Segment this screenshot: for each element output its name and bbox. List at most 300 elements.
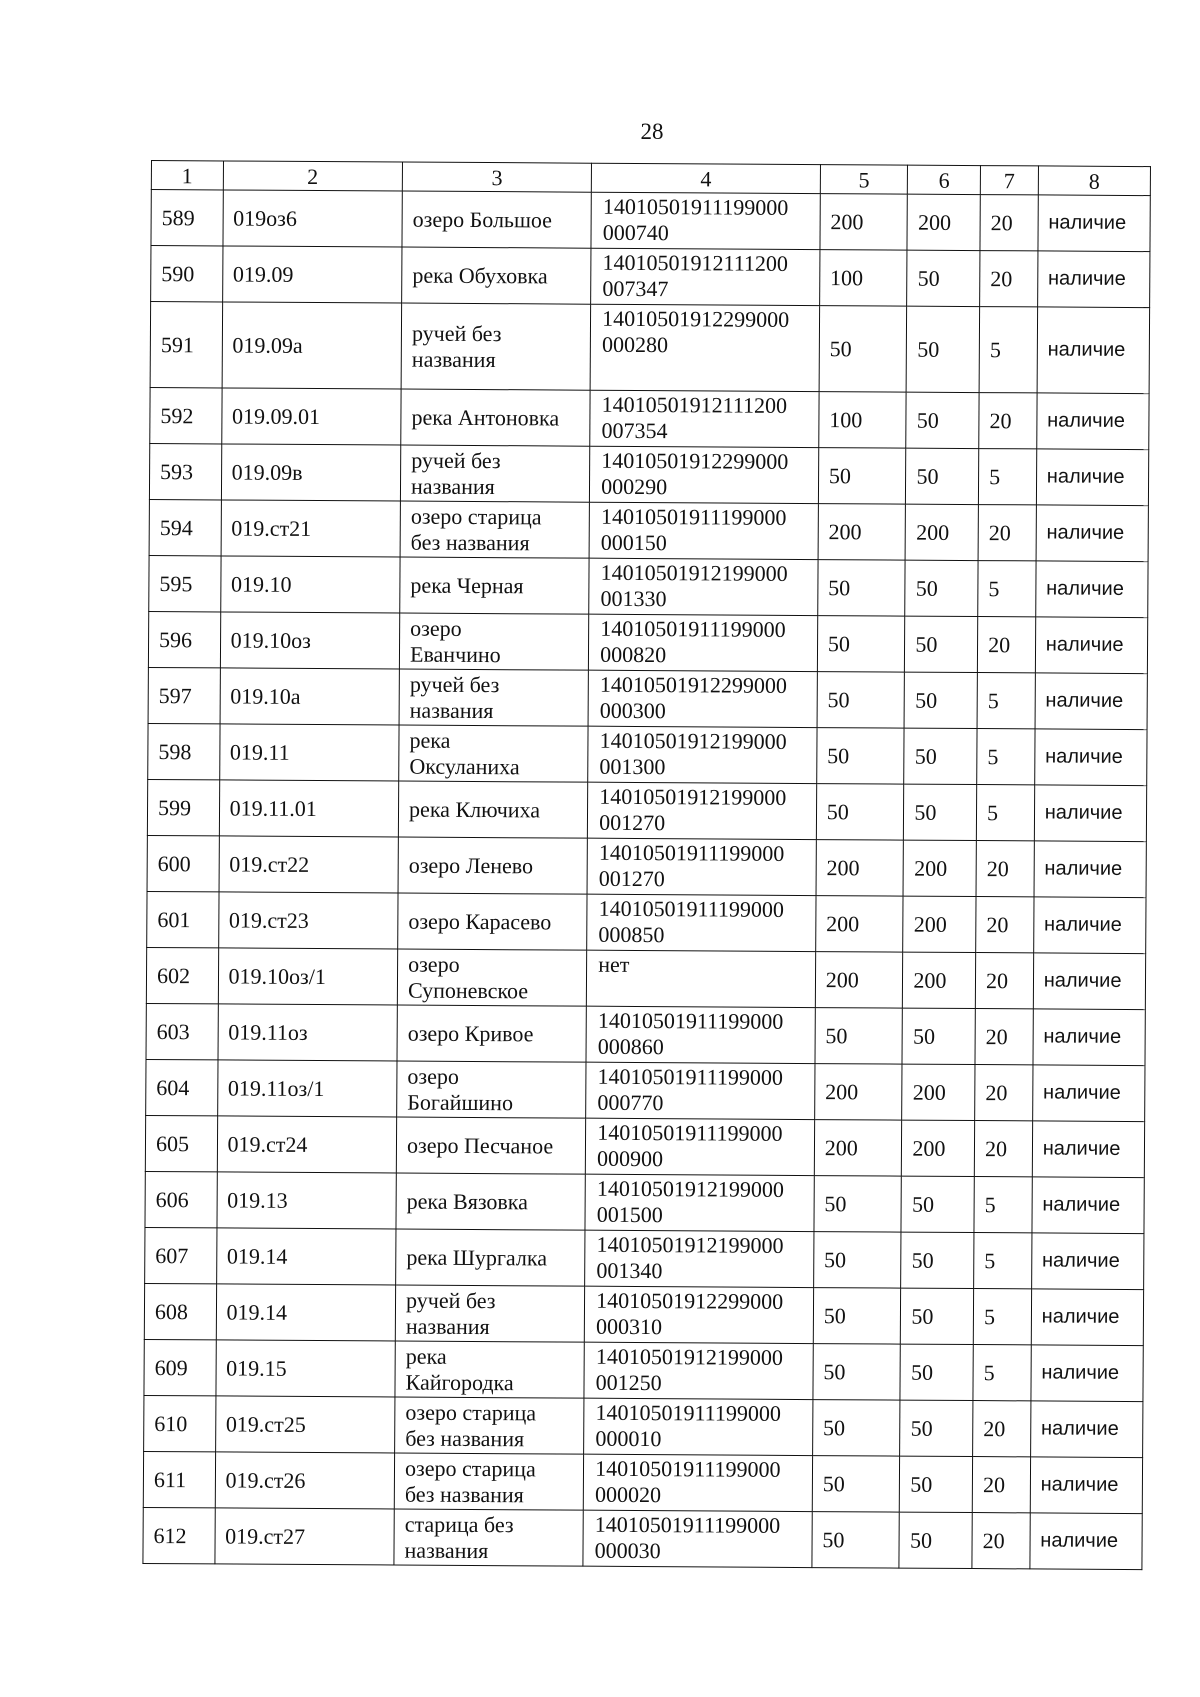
registry-id-line: 14010501912199000 — [599, 727, 787, 754]
water-body-name-line: озеро старица — [405, 1399, 537, 1425]
row-number-cell: 608 — [144, 1283, 216, 1339]
water-body-name-line: река Ключиха — [409, 796, 541, 822]
row-number-cell: 606 — [145, 1171, 217, 1227]
column-7-value-cell: 20 — [980, 251, 1038, 307]
registry-id-line: 000290 — [601, 473, 668, 500]
object-code-cell: 019.10а — [220, 668, 400, 725]
registry-id-line: 14010501911199000 — [598, 895, 785, 922]
water-body-name-line: названия — [405, 1313, 490, 1339]
water-body-name-cell — [395, 1341, 584, 1398]
column-7-value-cell: 5 — [977, 729, 1035, 785]
column-5-value-cell: 50 — [814, 1176, 902, 1233]
column-5-value-cell: 50 — [819, 306, 907, 393]
registry-id-line: 000860 — [597, 1033, 664, 1060]
column-7-value-cell: 20 — [980, 195, 1038, 251]
registry-id-line: 000770 — [597, 1089, 664, 1116]
registry-id-line: 14010501911199000 — [595, 1455, 781, 1482]
water-body-name-line: названия — [411, 473, 495, 499]
table-body — [143, 190, 1150, 1570]
column-5-value-cell: 200 — [814, 1120, 902, 1177]
object-code-cell: 019.13 — [217, 1172, 397, 1229]
object-code-cell: 019.09а — [222, 302, 402, 389]
object-code-cell: 019.14 — [216, 1228, 396, 1285]
table-row — [146, 1059, 1145, 1121]
status-cell: наличие — [1030, 1513, 1143, 1570]
row-number-cell: 597 — [148, 667, 220, 723]
water-body-name-line: река Шургалка — [406, 1244, 548, 1270]
column-5-value-cell: 50 — [817, 672, 905, 729]
column-7-value-cell: 5 — [974, 1177, 1032, 1233]
registry-id-line: 14010501912199000 — [596, 1231, 784, 1258]
column-6-value-cell: 200 — [905, 504, 978, 560]
column-7-value-cell: 5 — [979, 307, 1037, 393]
column-6-value-cell: 50 — [899, 1512, 972, 1568]
water-body-name-line: озеро — [408, 951, 460, 977]
object-code-cell: 019.09в — [221, 444, 401, 501]
column-5-value-cell: 100 — [819, 250, 907, 307]
column-7-value-cell: 5 — [978, 449, 1036, 505]
water-body-name-line: Супоневское — [407, 977, 529, 1003]
column-7-value-cell: 20 — [976, 841, 1034, 897]
row-number-cell: 607 — [145, 1227, 217, 1283]
column-7-value-cell: 20 — [976, 897, 1034, 953]
registry-id-line: 000280 — [601, 331, 669, 358]
status-cell: наличие — [1033, 1009, 1146, 1066]
column-5-value-cell: 50 — [813, 1288, 901, 1345]
water-body-name-cell — [400, 445, 589, 502]
table-row — [145, 1115, 1144, 1177]
object-code-cell: 019.10 — [220, 556, 400, 613]
water-body-name-line: река — [405, 1343, 447, 1369]
water-body-name-cell — [402, 247, 591, 304]
registry-id-line: 001340 — [596, 1257, 663, 1284]
table-row — [149, 555, 1148, 617]
column-5-value-cell: 50 — [817, 616, 905, 673]
column-5-value-cell: 200 — [820, 194, 908, 251]
water-body-name-line: названия — [411, 346, 496, 372]
object-code-cell: 019.ст24 — [217, 1116, 397, 1173]
water-body-name-cell — [400, 501, 589, 558]
column-header-4: 4 — [591, 163, 820, 193]
row-number-cell: 603 — [146, 1003, 218, 1059]
status-cell: наличие — [1030, 1457, 1143, 1514]
column-6-value-cell: 50 — [900, 1456, 973, 1512]
table-row — [144, 1395, 1143, 1457]
column-header-7: 7 — [980, 166, 1038, 195]
registry-id-cell — [586, 1006, 815, 1063]
column-header-1: 1 — [151, 161, 223, 190]
column-5-value-cell: 50 — [818, 448, 906, 505]
column-6-value-cell: 200 — [903, 896, 976, 952]
row-number-cell: 605 — [145, 1115, 217, 1171]
row-number-cell: 590 — [151, 246, 223, 302]
column-5-value-cell: 50 — [817, 728, 905, 785]
column-6-value-cell: 50 — [901, 1176, 974, 1232]
registry-id-cell — [584, 1342, 813, 1399]
column-7-value-cell: 5 — [974, 1233, 1032, 1289]
column-7-value-cell: 20 — [979, 393, 1037, 449]
water-body-name-cell — [399, 669, 588, 726]
object-code-cell: 019.ст23 — [218, 892, 398, 949]
status-cell: наличие — [1032, 1177, 1145, 1234]
table-row — [150, 387, 1149, 449]
registry-id-line: 14010501912299000 — [596, 1287, 784, 1314]
water-body-name-cell — [398, 781, 587, 838]
registry-id-cell — [589, 502, 818, 559]
water-body-name-line: без названия — [410, 529, 530, 555]
column-6-value-cell: 200 — [902, 1120, 975, 1176]
water-body-name-line: река Антоновка — [411, 404, 560, 430]
column-6-value-cell: 200 — [902, 1064, 975, 1120]
water-body-name-cell — [395, 1285, 584, 1342]
registry-id-cell — [588, 726, 817, 783]
registry-id-cell — [584, 1398, 813, 1455]
table-row — [144, 1339, 1143, 1401]
row-number-cell: 591 — [150, 302, 222, 388]
column-6-value-cell: 50 — [901, 1288, 974, 1344]
registry-id-line: 000300 — [599, 697, 666, 724]
column-7-value-cell: 20 — [977, 617, 1035, 673]
registry-id-line: 007354 — [601, 417, 668, 444]
row-number-cell: 612 — [143, 1507, 215, 1563]
object-code-cell: 019.09.01 — [221, 388, 401, 445]
registry-id-cell — [586, 1062, 815, 1119]
column-6-value-cell: 50 — [907, 306, 980, 392]
table-row — [143, 1507, 1142, 1569]
table-row — [147, 835, 1146, 897]
column-header-2: 2 — [223, 161, 403, 191]
registry-id-line: 14010501912299000 — [599, 671, 788, 698]
column-6-value-cell: 50 — [906, 392, 979, 448]
water-body-name-cell — [396, 1117, 585, 1174]
row-number-cell: 595 — [149, 555, 221, 611]
registry-id-cell — [587, 950, 816, 1007]
table-row — [144, 1283, 1143, 1345]
column-7-value-cell: 20 — [975, 953, 1033, 1009]
page-number: 28 — [640, 119, 664, 144]
column-6-value-cell: 50 — [902, 1008, 975, 1064]
registry-id-cell — [591, 192, 820, 249]
registry-id-cell — [583, 1454, 812, 1511]
row-number-cell: 602 — [146, 947, 218, 1003]
registry-id-line: 001330 — [600, 585, 667, 612]
column-7-value-cell: 20 — [975, 1009, 1033, 1065]
water-body-name-cell — [401, 389, 590, 446]
column-6-value-cell: 200 — [907, 194, 980, 250]
status-cell: наличие — [1036, 505, 1149, 562]
registry-id-line: 14010501911199000 — [600, 503, 787, 530]
status-cell: наличие — [1031, 1233, 1144, 1290]
water-body-name-line: озеро Ленево — [408, 852, 534, 878]
water-body-name-line: озеро Песчаное — [406, 1132, 554, 1158]
table-row — [150, 302, 1150, 394]
column-header-8: 8 — [1038, 166, 1150, 196]
registry-id-line: 000150 — [600, 529, 667, 556]
water-body-name-line: без названия — [404, 1481, 524, 1507]
water-body-name-line: старица без — [404, 1511, 514, 1537]
table-row — [148, 723, 1147, 785]
table-row — [146, 1003, 1145, 1065]
registry-id-line: 001270 — [598, 865, 665, 892]
column-7-value-cell: 20 — [974, 1121, 1032, 1177]
column-5-value-cell: 50 — [818, 560, 906, 617]
registry-id-line: 14010501912111200 — [601, 391, 788, 418]
object-code-cell: 019.11 — [219, 724, 399, 781]
water-body-name-line: Кайгородка — [405, 1369, 514, 1395]
column-5-value-cell: 200 — [818, 504, 906, 561]
water-body-name-line: озеро старица — [410, 503, 542, 529]
registry-id-line: 001250 — [595, 1369, 662, 1396]
registry-id-line: 14010501911199000 — [594, 1511, 781, 1538]
object-code-cell: 019.ст21 — [221, 500, 401, 557]
registry-id-line: 14010501912299000 — [601, 447, 789, 474]
water-body-name-cell — [395, 1397, 584, 1454]
object-code-cell: 019.11оз/1 — [217, 1060, 397, 1117]
water-body-name-cell — [394, 1453, 583, 1510]
table-row — [145, 1227, 1144, 1289]
registry-id-line: 000850 — [598, 921, 665, 948]
registry-table — [142, 160, 1151, 1570]
row-number-cell: 600 — [147, 835, 219, 891]
registry-id-cell — [589, 614, 818, 671]
status-cell: наличие — [1034, 729, 1147, 786]
object-code-cell: 019.09 — [222, 246, 402, 303]
column-5-value-cell: 200 — [814, 1064, 902, 1121]
water-body-name-line: озеро — [410, 615, 462, 641]
table-row — [146, 947, 1145, 1009]
water-body-name-line: река Обуховка — [412, 262, 548, 288]
row-number-cell: 592 — [150, 387, 222, 443]
table-row — [148, 667, 1147, 729]
water-body-name-cell — [396, 1173, 585, 1230]
column-6-value-cell: 50 — [904, 784, 977, 840]
column-header-5: 5 — [820, 165, 908, 195]
registry-id-line: 14010501912199000 — [600, 559, 788, 586]
status-cell: наличие — [1037, 251, 1150, 308]
registry-id-line: 14010501911199000 — [597, 1007, 784, 1034]
registry-id-line: 14010501912199000 — [596, 1175, 784, 1202]
water-body-name-cell — [398, 837, 587, 894]
object-code-cell: 019.ст25 — [215, 1396, 395, 1453]
object-code-cell: 019.14 — [216, 1284, 396, 1341]
registry-id-cell — [585, 1174, 814, 1231]
water-body-name-line: река Черная — [410, 572, 524, 598]
water-body-name-line: Богайшино — [407, 1089, 514, 1115]
water-body-name-line: ручей без — [409, 671, 500, 697]
column-7-value-cell: 20 — [972, 1457, 1030, 1513]
column-5-value-cell: 50 — [813, 1344, 901, 1401]
registry-id-line: 14010501911199000 — [597, 1063, 784, 1090]
registry-id-line: нет — [598, 951, 630, 977]
registry-id-cell — [588, 782, 817, 839]
column-7-value-cell: 5 — [977, 673, 1035, 729]
column-header-6: 6 — [908, 165, 981, 194]
column-6-value-cell: 50 — [905, 560, 978, 616]
registry-id-cell — [585, 1118, 814, 1175]
row-number-cell: 610 — [144, 1395, 216, 1451]
status-cell: наличие — [1032, 1121, 1145, 1178]
column-5-value-cell: 50 — [812, 1400, 900, 1457]
column-7-value-cell: 5 — [973, 1345, 1031, 1401]
status-cell: наличие — [1037, 393, 1150, 450]
row-number-cell: 593 — [149, 443, 221, 499]
water-body-name-cell — [400, 557, 589, 614]
registry-id-line: 000310 — [595, 1313, 663, 1340]
water-body-name-line: ручей без — [411, 447, 501, 473]
water-body-name-line: ручей без — [406, 1287, 496, 1313]
column-5-value-cell: 50 — [813, 1232, 901, 1289]
column-5-value-cell: 200 — [816, 840, 904, 897]
column-header-3: 3 — [402, 162, 591, 192]
table-row — [147, 891, 1146, 953]
registry-id-line: 000020 — [594, 1481, 662, 1508]
water-body-name-line: река — [409, 727, 451, 753]
water-body-name-line: река Вязовка — [406, 1188, 529, 1214]
status-cell: наличие — [1034, 785, 1147, 842]
registry-id-line: 14010501911199000 — [602, 193, 789, 220]
registry-id-cell — [590, 446, 819, 503]
column-5-value-cell: 50 — [816, 784, 904, 841]
registry-id-line: 000820 — [600, 641, 667, 668]
status-cell: наличие — [1033, 953, 1146, 1010]
object-code-cell: 019.11оз — [218, 1004, 398, 1061]
registry-id-cell — [590, 390, 819, 447]
status-cell: наличие — [1034, 841, 1147, 898]
column-5-value-cell: 100 — [819, 392, 907, 449]
object-code-cell: 019.10оз/1 — [218, 948, 398, 1005]
water-body-name-line: Оксуланиха — [409, 753, 520, 779]
column-6-value-cell: 50 — [907, 250, 980, 306]
table-row — [145, 1171, 1144, 1233]
status-cell: наличие — [1037, 307, 1150, 394]
column-7-value-cell: 5 — [978, 561, 1036, 617]
registry-id-line: 000010 — [595, 1425, 662, 1452]
registry-id-line: 001300 — [599, 753, 666, 780]
row-number-cell: 601 — [147, 891, 219, 947]
water-body-name-cell — [397, 1005, 586, 1062]
registry-id-cell — [591, 248, 820, 305]
column-6-value-cell: 50 — [904, 728, 977, 784]
row-number-cell: 596 — [148, 611, 220, 667]
status-cell: наличие — [1031, 1345, 1144, 1402]
registry-id-line: 14010501912111200 — [602, 249, 789, 276]
column-7-value-cell: 5 — [973, 1289, 1031, 1345]
column-5-value-cell: 50 — [812, 1512, 900, 1569]
column-6-value-cell: 50 — [900, 1344, 973, 1400]
table-row — [149, 443, 1148, 505]
column-5-value-cell: 50 — [815, 1008, 903, 1065]
row-number-cell: 604 — [146, 1059, 218, 1115]
registry-id-line: 001270 — [599, 809, 666, 836]
column-6-value-cell: 50 — [901, 1232, 974, 1288]
status-cell: наличие — [1031, 1289, 1144, 1346]
water-body-name-cell — [398, 893, 587, 950]
table-row — [151, 246, 1150, 308]
registry-id-cell — [587, 894, 816, 951]
status-cell: наличие — [1036, 449, 1149, 506]
water-body-name-line: ручей без — [411, 320, 502, 346]
water-body-name-line: без названия — [405, 1425, 525, 1451]
table-row — [143, 1451, 1142, 1513]
table-row — [147, 779, 1146, 841]
registry-table-wrapper — [142, 160, 1151, 1570]
status-cell: наличие — [1035, 617, 1148, 674]
row-number-cell: 609 — [144, 1339, 216, 1395]
column-6-value-cell: 200 — [903, 840, 976, 896]
row-number-cell: 611 — [143, 1451, 215, 1507]
water-body-name-cell — [397, 949, 586, 1006]
registry-id-line: 000030 — [594, 1537, 661, 1564]
registry-id-cell — [585, 1230, 814, 1287]
status-cell: наличие — [1038, 195, 1151, 252]
table-row — [149, 499, 1148, 561]
water-body-name-line: озеро Большое — [412, 206, 553, 232]
registry-id-line: 000900 — [597, 1145, 664, 1172]
status-cell: наличие — [1035, 561, 1148, 618]
column-5-value-cell: 50 — [812, 1456, 900, 1513]
column-5-value-cell: 200 — [815, 896, 903, 953]
registry-id-line: 14010501911199000 — [598, 839, 785, 866]
water-body-name-line: озеро — [407, 1063, 460, 1089]
registry-id-cell — [590, 304, 819, 391]
status-cell: наличие — [1032, 1065, 1145, 1122]
column-6-value-cell: 50 — [904, 672, 977, 728]
column-5-value-cell: 200 — [815, 952, 903, 1009]
column-6-value-cell: 50 — [900, 1400, 973, 1456]
table-row — [148, 611, 1147, 673]
object-code-cell: 019.11.01 — [219, 780, 399, 837]
object-code-cell: 019.15 — [216, 1340, 396, 1397]
water-body-name-line: озеро Кривое — [407, 1020, 534, 1046]
row-number-cell: 589 — [151, 190, 223, 246]
water-body-name-cell — [399, 613, 588, 670]
table-row — [151, 190, 1150, 252]
registry-id-line: 007347 — [602, 275, 669, 302]
water-body-name-line: названия — [409, 697, 494, 723]
row-number-cell: 599 — [147, 779, 219, 835]
water-body-name-cell — [396, 1229, 585, 1286]
object-code-cell: 019.ст26 — [215, 1452, 395, 1509]
column-7-value-cell: 20 — [973, 1401, 1031, 1457]
status-cell: наличие — [1033, 897, 1146, 954]
column-7-value-cell: 20 — [972, 1513, 1030, 1569]
registry-id-line: 000740 — [602, 219, 669, 246]
column-6-value-cell: 50 — [905, 616, 978, 672]
water-body-name-cell — [399, 725, 588, 782]
row-number-cell: 594 — [149, 499, 221, 555]
status-cell: наличие — [1030, 1401, 1143, 1458]
water-body-name-cell — [402, 191, 591, 248]
registry-id-cell — [583, 1510, 812, 1567]
water-body-name-line: Еванчино — [409, 641, 501, 667]
object-code-cell: 019.ст22 — [219, 836, 399, 893]
registry-id-line: 14010501912199000 — [595, 1343, 783, 1370]
status-cell: наличие — [1035, 673, 1148, 730]
water-body-name-cell — [401, 303, 591, 390]
registry-id-cell — [587, 838, 816, 895]
registry-id-line: 14010501911199000 — [600, 615, 786, 642]
object-code-cell: 019.ст27 — [215, 1508, 395, 1565]
column-7-value-cell: 5 — [976, 785, 1034, 841]
registry-id-cell — [588, 670, 817, 727]
water-body-name-line: озеро Карасево — [408, 908, 552, 934]
object-code-cell: 019оз6 — [223, 190, 403, 247]
column-6-value-cell: 200 — [903, 952, 976, 1008]
water-body-name-line: названия — [404, 1537, 489, 1563]
water-body-name-cell — [397, 1061, 586, 1118]
column-7-value-cell: 20 — [975, 1065, 1033, 1121]
registry-id-line: 14010501912299000 — [602, 305, 790, 332]
